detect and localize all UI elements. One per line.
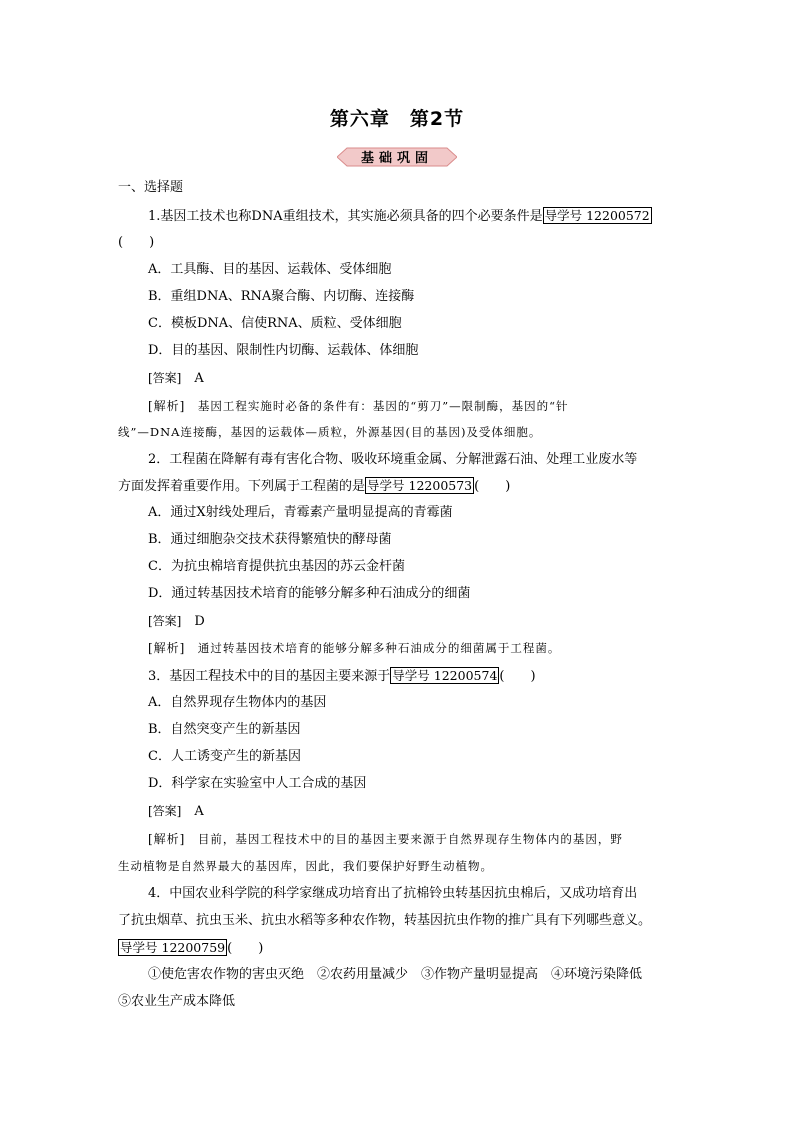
question-4-items-cont: ⑤农业生产成本降低	[118, 994, 236, 1009]
question-2-text: 方面发挥着重要作用。下列属于工程菌的是	[118, 479, 366, 494]
analysis-text: 目前，基因工程技术中的目的基因主要来源于自然界现存生物体内的基因，野	[197, 832, 623, 846]
option-c: C．模板DNA、信使RNA、质粒、受体细胞	[148, 316, 402, 331]
guide-label: 导学号	[392, 668, 430, 683]
option-b: B．自然突变产生的新基因	[148, 722, 301, 737]
answer-line	[148, 368, 204, 389]
analysis-line	[148, 829, 623, 849]
guide-number: 12200572	[586, 208, 650, 223]
option-c: C．为抗虫棉培育提供抗虫基因的苏云金杆菌	[148, 559, 405, 574]
guide-number: 12200759	[161, 940, 226, 955]
analysis-text: 通过转基因技术培育的能够分解多种石油成分的细菌属于工程菌。	[197, 641, 561, 655]
analysis-tag: [解析]	[148, 399, 186, 413]
analysis-tag: [解析]	[148, 641, 186, 655]
question-3-paren: ( )	[499, 669, 536, 684]
question-2-stem: 2．工程菌在降解有毒有害化合物、吸收环境重金属、分解泄露石油、处理工业废水等	[148, 452, 638, 467]
guide-number-box[interactable]	[365, 477, 474, 494]
guide-label: 导学号	[120, 940, 158, 955]
question-2-stem-cont	[118, 476, 510, 497]
option-b: B．重组DNA、RNA聚合酶、内切酶、连接酶	[148, 289, 415, 304]
guide-number-box[interactable]	[118, 939, 227, 956]
answer-value: A	[194, 804, 204, 819]
guide-number-box[interactable]	[390, 667, 499, 684]
question-4-items: ①使危害农作物的害虫灭绝 ②农药用量减少 ③作物产量明显提高 ④环境污染降低	[148, 967, 643, 982]
analysis-tag: [解析]	[148, 832, 186, 846]
guide-number: 12200574	[433, 668, 498, 683]
analysis-text: 基因工程实施时必备的条件有：基因的“剪刀”—限制酶，基因的“针	[197, 399, 569, 413]
guide-number-box[interactable]	[543, 207, 652, 224]
option-d: D．目的基因、限制性内切酶、运载体、体细胞	[148, 343, 419, 358]
answer-tag: [答案]	[148, 804, 182, 818]
question-1-paren: ( )	[118, 235, 155, 250]
question-3-text: 3．基因工程技术中的目的基因主要来源于	[148, 669, 391, 684]
guide-label: 导学号	[367, 478, 405, 493]
section-heading: 一、选择题	[118, 180, 184, 195]
option-a: A．通过X射线处理后，青霉素产量明显提高的青霉菌	[148, 505, 453, 520]
answer-tag: [答案]	[148, 614, 182, 628]
answer-value: A	[194, 371, 204, 386]
banner-label: 基础巩固	[360, 151, 433, 166]
guide-label: 导学号	[544, 208, 583, 223]
question-3-stem	[148, 666, 536, 687]
question-4-guide-line	[118, 938, 263, 959]
answer-value: D	[194, 614, 205, 629]
option-b: B．通过细胞杂交技术获得繁殖快的酵母菌	[148, 532, 392, 547]
question-4-stem-cont: 了抗虫烟草、抗虫玉米、抗虫水稻等多种农作物，转基因抗虫作物的推广具有下列哪些意义。	[118, 913, 652, 928]
question-4-paren: ( )	[227, 941, 264, 956]
option-a: A．自然界现存生物体内的基因	[148, 695, 327, 710]
section-banner	[337, 146, 457, 168]
guide-number: 12200573	[408, 478, 473, 493]
analysis-line	[148, 396, 569, 416]
question-1-text: 1.基因工技术也称DNA重组技术，其实施必须具备的四个必要条件是	[148, 209, 543, 224]
option-d: D．通过转基因技术培育的能够分解多种石油成分的细菌	[148, 586, 471, 601]
answer-line	[148, 611, 205, 632]
question-4-stem: 4．中国农业科学院的科学家继成功培育出了抗棉铃虫转基因抗虫棉后，又成功培育出	[148, 886, 638, 901]
page-title: 第六章 第2节	[329, 108, 465, 130]
analysis-text-cont: 线”—DNA连接酶，基因的运载体—质粒，外源基因(目的基因)及受体细胞。	[118, 425, 542, 439]
option-d: D．科学家在实验室中人工合成的基因	[148, 776, 367, 791]
answer-tag: [答案]	[148, 371, 182, 385]
analysis-line	[148, 638, 560, 658]
answer-line	[148, 801, 204, 822]
analysis-text-cont: 生动植物是自然界最大的基因库，因此，我们要保护好野生动植物。	[118, 859, 493, 873]
question-1-stem	[148, 206, 652, 227]
option-c: C．人工诱变产生的新基因	[148, 749, 301, 764]
question-2-paren: ( )	[474, 479, 511, 494]
option-a: A．工具酶、目的基因、运载体、受体细胞	[148, 262, 392, 277]
